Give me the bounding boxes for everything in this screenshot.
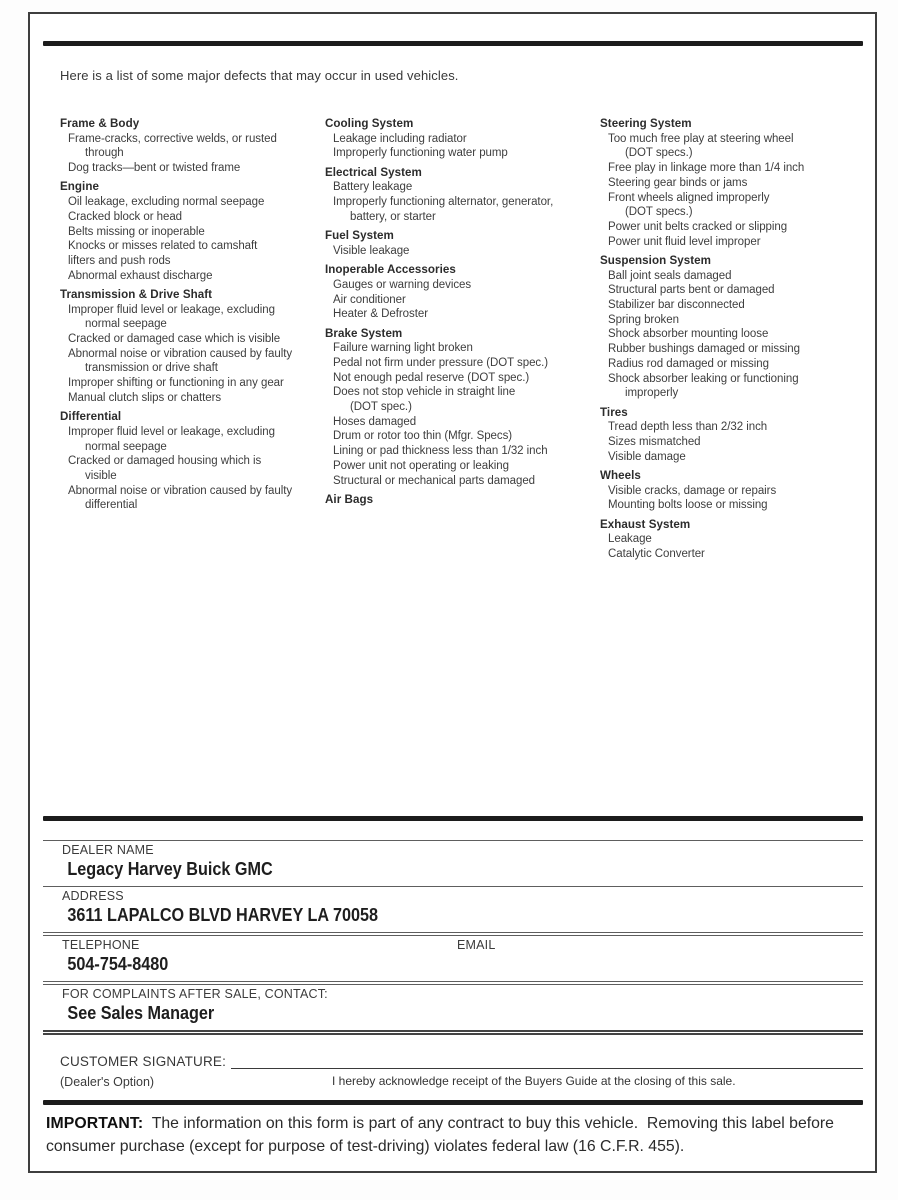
defect-item: Manual clutch slips or chatters [68,391,222,404]
defect-category-heading: Suspension System [600,253,712,267]
telephone-label: TELEPHONE [62,938,140,952]
defect-category-heading: Steering System [600,117,692,130]
defect-category-heading: Engine [60,180,99,194]
defect-item: Cracked or damaged case which is visible [68,333,281,346]
defect-item: Frame-cracks, corrective welds, or rusted [68,132,277,145]
defect-item: lifters and push rods [68,254,171,267]
defect-item: Abnormal noise or vibration caused by faulty [68,484,293,497]
defect-item: Not enough pedal reserve (DOT spec.) [333,371,530,384]
defect-item: (DOT spec.) [350,401,412,414]
defect-item: Leakage [608,533,652,546]
defect-category-heading: Electrical System [325,165,422,179]
defect-category-heading: Inoperable Accessories [325,263,456,277]
defect-category [600,469,867,513]
defect-item: battery, or starter [350,210,436,223]
address-label: ADDRESS [62,889,124,903]
defects-column-2 [325,117,600,562]
defect-item: normal seepage [85,440,167,453]
defect-item: differential [85,499,138,512]
defect-item: Front wheels aligned improperly [608,191,770,204]
defect-item: Too much free play at steering wheel [608,132,794,145]
defect-item: Abnormal noise or vibration caused by faulty [68,347,293,360]
dealers-option-label: (Dealer's Option) [60,1075,155,1089]
buyers-guide-back-page [28,12,877,1173]
important-section-rule [43,1100,863,1105]
defect-category [325,263,600,322]
defect-item: Visible cracks, damage or repairs [608,484,777,497]
complaints-value: See Sales Manager [67,1003,215,1023]
defect-category-heading: Exhaust System [600,517,691,531]
dealer-name-label: DEALER NAME [62,843,154,857]
defect-category [325,117,600,161]
defect-item: Sizes mismatched [608,435,701,448]
defect-item: (DOT specs.) [625,147,693,160]
defect-item: Visible damage [608,450,686,463]
customer-signature-label: CUSTOMER SIGNATURE: [60,1054,227,1069]
important-notice [46,1113,853,1158]
defect-item: Power unit belts cracked or slipping [608,220,788,233]
address-value: 3611 LAPALCO BLVD HARVEY LA 70058 [67,905,379,925]
defect-item: Improperly functioning alternator, generator, [333,196,554,209]
defect-item: Cracked block or head [68,210,183,223]
defect-item: Spring broken [608,313,679,326]
defect-item: Battery leakage [333,181,413,194]
defect-item: Oil leakage, excluding normal seepage [68,196,265,209]
defect-item: Hoses damaged [333,415,417,428]
defect-category [600,117,867,249]
dealer-section [43,840,863,1035]
field-complaints-contact [43,981,863,1030]
defect-item: Rubber bushings damaged or missing [608,343,800,356]
defect-item: Tread depth less than 2/32 inch [608,421,768,434]
defect-category [325,327,600,489]
defect-item: Visible leakage [333,244,410,257]
defect-category-heading: Cooling System [325,117,414,130]
defect-category [325,493,600,508]
defect-item: improperly [625,387,679,400]
defect-category-heading: Differential [60,410,122,424]
defect-item: Gauges or warning devices [333,278,472,291]
defect-item: Shock absorber mounting loose [608,328,769,341]
defect-category [325,166,600,225]
dealer-section-rule [43,816,863,821]
defect-item: Mounting bolts loose or missing [608,499,768,512]
signature-line [231,1055,863,1069]
telephone-value: 504-754-8480 [67,954,169,974]
defect-category [600,406,867,465]
defect-item: Dog tracks—bent or twisted frame [68,162,241,175]
defect-item: Improper fluid level or leakage, excluding [68,425,275,438]
defect-item: Does not stop vehicle in straight line [333,386,516,399]
acknowledgment-text: I hereby acknowledge receipt of the Buyers Guide at the closing of this sale. [332,1074,736,1088]
defects-column-1 [60,117,325,562]
email-label: EMAIL [457,938,496,952]
defect-category-heading: Air Bags [325,492,374,506]
defect-item: Leakage including radiator [333,132,467,145]
defect-item: Catalytic Converter [608,548,705,561]
defect-item: (DOT specs.) [625,206,693,219]
signature-row [60,1054,863,1069]
defect-item: Structural or mechanical parts damaged [333,474,536,487]
important-label: IMPORTANT: [46,1115,144,1132]
defect-item: Ball joint seals damaged [608,269,732,282]
defect-item: Improper fluid level or leakage, excluding [68,303,275,316]
field-address [43,886,863,932]
defect-item: Free play in linkage more than 1/4 inch [608,162,805,175]
defect-item: Drum or rotor too thin (Mfgr. Specs) [333,430,513,443]
intro-text: Here is a list of some major defects that may occur in used vehicles. [60,68,459,83]
field-dealer-name [43,840,863,886]
defect-item: Power unit fluid level improper [608,235,761,248]
signature-subrow [60,1073,863,1089]
defect-category [600,254,867,401]
defect-item: normal seepage [85,318,167,331]
defect-category [60,180,325,283]
defect-category-heading: Wheels [600,468,641,482]
important-text: The information on this form is part of any contract to buy this vehicle. Removing this label before consumer purchase (except for purpose of test-driving) violates federal law (16 C.F.R. 455). [46,1115,839,1155]
top-rule [43,41,863,46]
defect-item: Failure warning light broken [333,342,473,355]
defect-category [325,229,600,258]
defect-category [60,410,325,513]
defect-item: through [85,147,124,160]
defects-column-3 [600,117,867,562]
defect-item: Power unit not operating or leaking [333,459,509,472]
field-telephone-email [43,932,863,981]
dealer-name-value: Legacy Harvey Buick GMC [67,859,273,879]
defect-item: Lining or pad thickness less than 1/32 inch [333,445,548,458]
defect-item: Improper shifting or functioning in any gear [68,377,284,390]
defect-item: Radius rod damaged or missing [608,357,769,370]
defect-category [600,518,867,562]
defect-item: Belts missing or inoperable [68,225,205,238]
defects-columns [60,117,867,562]
defect-item: Shock absorber leaking or functioning [608,372,799,385]
dealer-section-end-rule [43,1030,863,1035]
defect-item: Heater & Defroster [333,308,428,321]
defect-item: Improperly functioning water pump [333,147,508,160]
defect-item: Stabilizer bar disconnected [608,299,745,312]
defect-item: Steering gear binds or jams [608,176,748,189]
defect-category-heading: Transmission & Drive Shaft [60,287,213,301]
defect-item: Knocks or misses related to camshaft [68,240,258,253]
defect-category-heading: Frame & Body [60,117,140,130]
defect-category-heading: Brake System [325,326,403,340]
complaints-label: FOR COMPLAINTS AFTER SALE, CONTACT: [62,987,328,1001]
defect-item: Abnormal exhaust discharge [68,269,213,282]
defect-item: visible [85,469,117,482]
defect-category [60,117,325,176]
defect-item: transmission or drive shaft [85,362,218,375]
defect-item: Pedal not firm under pressure (DOT spec.) [333,356,549,369]
defect-category-heading: Fuel System [325,229,394,243]
defect-item: Structural parts bent or damaged [608,284,775,297]
defect-category-heading: Tires [600,405,628,419]
defect-item: Air conditioner [333,293,406,306]
defect-category [60,288,325,406]
signature-block [60,1054,863,1089]
defect-item: Cracked or damaged housing which is [68,455,262,468]
